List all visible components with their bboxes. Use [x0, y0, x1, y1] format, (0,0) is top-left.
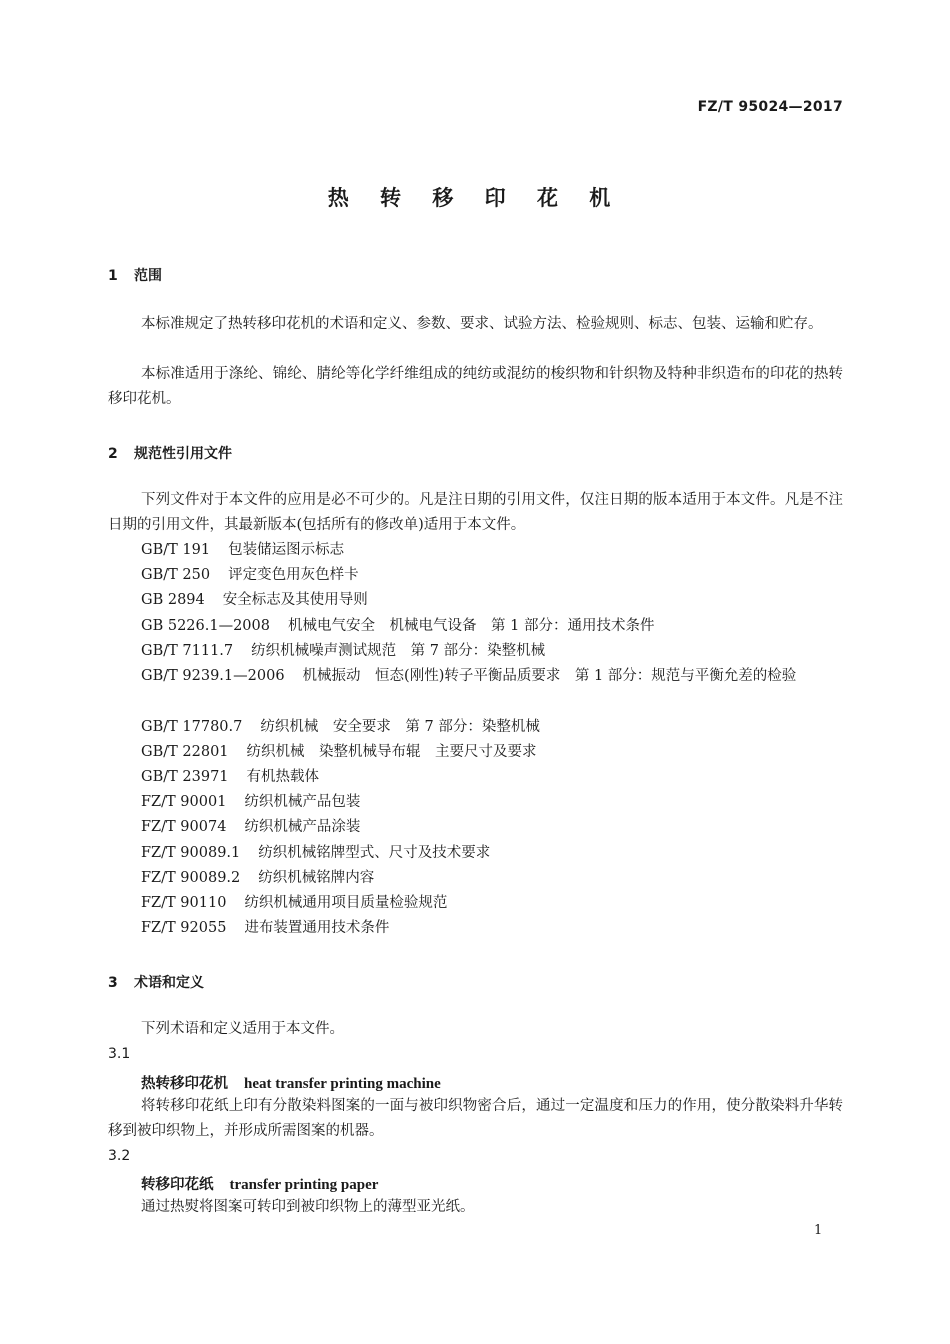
term-definition: 将转移印花纸上印有分散染料图案的一面与被印织物密合后，通过一定温度和压力的作用，使分散染料升华转移到被印织物上，并形成所需图案的机器。 [108, 1098, 843, 1139]
paragraph: 本标准规定了热转移印花机的术语和定义、参数、要求、试验方法、检验规则、标志、包装、运输和贮存。 [141, 316, 823, 332]
reference-code: GB/T 23971 [141, 769, 229, 785]
reference-title: 纺织机械 安全要求 第 7 部分：染整机械 [260, 719, 540, 735]
reference-code: GB/T 9239.1—2006 [141, 668, 285, 684]
reference-item [141, 841, 490, 866]
section-heading-scope [108, 265, 162, 285]
term-name [141, 1173, 378, 1194]
paragraph: 下列文件对于本文件的应用是必不可少的。凡是注日期的引用文件，仅注日期的版本适用于本文件。凡是不注日期的引用文件，其最新版本(包括所有的修改单)适用于本文件。 [108, 492, 843, 533]
term-name-zh: 热转移印花机 [141, 1075, 228, 1092]
reference-item [141, 563, 359, 588]
reference-code: FZ/T 90089.1 [141, 845, 241, 861]
document-code: FZ/T 95024—2017 [697, 99, 843, 115]
reference-title: 纺织机械 染整机械导布辊 主要尺寸及要求 [246, 744, 537, 760]
reference-title: 纺织机械产品涂装 [244, 819, 361, 835]
reference-title: 纺织机械通用项目质量检验规范 [244, 895, 448, 911]
term-number: 3.2 [108, 1148, 131, 1164]
reference-code: GB/T 191 [141, 542, 211, 558]
reference-code: FZ/T 90074 [141, 819, 227, 835]
reference-item [141, 815, 360, 840]
reference-title: 安全标志及其使用导则 [222, 592, 368, 608]
term-name-en: transfer printing paper [229, 1177, 379, 1193]
section-heading-terms-and-definitions [108, 972, 204, 992]
reference-item [141, 715, 540, 740]
reference-item [141, 916, 389, 941]
reference-title: 机械电气安全 机械电气设备 第 1 部分：通用技术条件 [288, 618, 655, 634]
reference-code: GB/T 7111.7 [141, 643, 234, 659]
section-heading-normative-references [108, 443, 232, 463]
reference-item [141, 740, 537, 765]
section-number: 3 [108, 975, 118, 991]
section-title: 术语和定义 [134, 975, 204, 991]
reference-code: FZ/T 92055 [141, 920, 227, 936]
reference-code: GB/T 22801 [141, 744, 229, 760]
reference-title: 纺织机械噪声测试规范 第 7 部分：染整机械 [251, 643, 546, 659]
term-name-zh: 转移印花纸 [141, 1176, 214, 1193]
section-title: 规范性引用文件 [134, 446, 232, 462]
section-number: 2 [108, 446, 118, 462]
reference-title: 纺织机械铭牌型式、尺寸及技术要求 [258, 845, 491, 861]
term-name [141, 1072, 441, 1093]
reference-title: 包装储运图示标志 [228, 542, 345, 558]
section-title: 范围 [134, 268, 162, 284]
reference-item [108, 664, 843, 689]
reference-code: GB 5226.1—2008 [141, 618, 270, 634]
paragraph: 下列术语和定义适用于本文件。 [141, 1021, 344, 1037]
reference-item [141, 891, 447, 916]
term-definition: 通过热熨将图案可转印到被印织物上的薄型亚光纸。 [141, 1199, 475, 1215]
reference-title: 评定变色用灰色样卡 [228, 567, 359, 583]
reference-item [141, 614, 654, 639]
term-name-en: heat transfer printing machine [244, 1076, 441, 1092]
reference-code: GB/T 17780.7 [141, 719, 243, 735]
reference-code: GB 2894 [141, 592, 205, 608]
reference-item [141, 765, 319, 790]
reference-code: FZ/T 90110 [141, 895, 227, 911]
reference-item [141, 639, 545, 664]
reference-code: FZ/T 90089.2 [141, 870, 241, 886]
term-number: 3.1 [108, 1046, 131, 1062]
document-title: 热 转 移 印 花 机 [327, 186, 623, 210]
paragraph: 本标准适用于涤纶、锦纶、腈纶等化学纤维组成的纯纺或混纺的梭织物和针织物及特种非织造布的印花的热转移印花机。 [108, 366, 843, 407]
reference-code: GB/T 250 [141, 567, 211, 583]
reference-item [141, 588, 368, 613]
reference-code: FZ/T 90001 [141, 794, 227, 810]
section-number: 1 [108, 268, 118, 284]
reference-title: 机械振动 恒态(刚性)转子平衡品质要求 第 1 部分：规范与平衡允差的检验 [302, 668, 797, 684]
reference-item [141, 790, 360, 815]
page-number: 1 [814, 1223, 823, 1238]
reference-title: 纺织机械铭牌内容 [258, 870, 375, 886]
reference-title: 纺织机械产品包装 [244, 794, 361, 810]
reference-title: 有机热载体 [246, 769, 320, 785]
reference-item [141, 538, 344, 563]
reference-title: 进布装置通用技术条件 [244, 920, 390, 936]
reference-item [141, 866, 374, 891]
